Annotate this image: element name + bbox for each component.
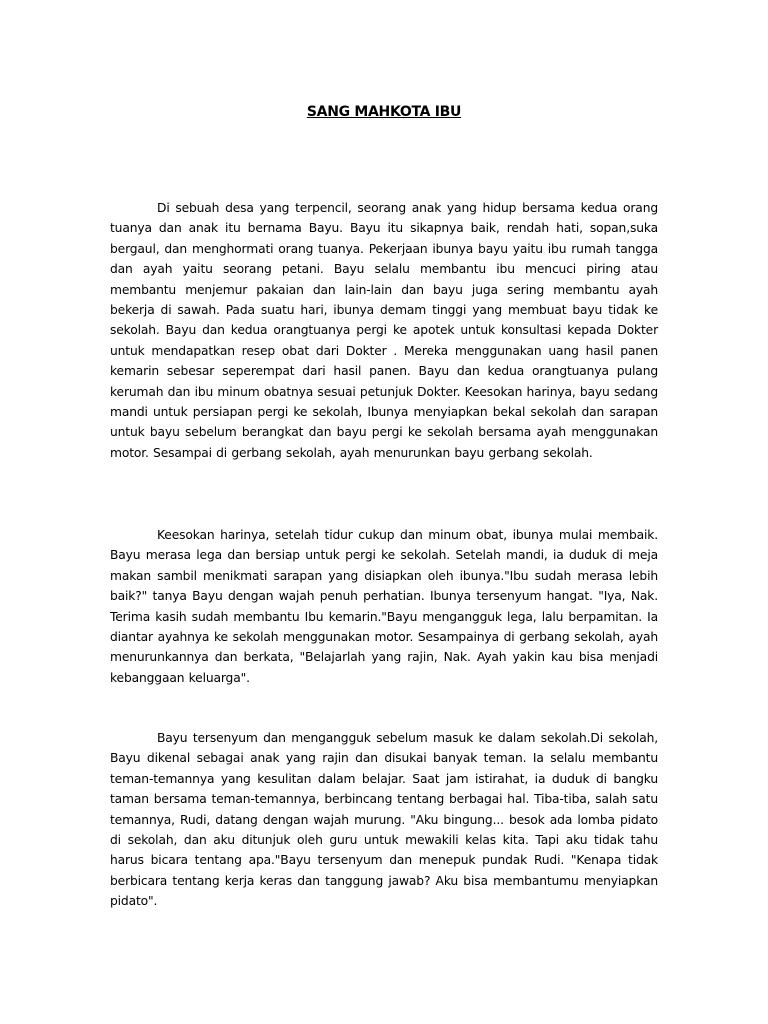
paragraph-3: Bayu tersenyum dan mengangguk sebelum masuk ke dalam sekolah.Di sekolah, Bayu dikenal sebagai anak yang rajin dan disukai banyak teman. Ia selalu membantu teman-temannya yang kesulitan dalam belajar. Saat jam istirahat, ia duduk di bangku taman bersama teman-temannya, berbincang tentang berbagai hal. Tiba-tiba, salah satu temannya, Rudi, datang dengan wajah murung. "Aku bingung... besok ada lomba pidato di sekolah, dan aku ditunjuk oleh guru untuk mewakili kelas kita. Tapi aku tidak tahu harus bicara tentang apa."Bayu tersenyum dan menepuk pundak Rudi. "Kenapa tidak berbicara tentang kerja keras dan tanggung jawab? Aku bisa membantumu menyiapkan pidato".: [110, 731, 658, 909]
document-title: SANG MAHKOTA IBU: [306, 104, 462, 120]
paragraph-1: Di sebuah desa yang terpencil, seorang anak yang hidup bersama kedua orang tuanya dan anak itu bernama Bayu. Bayu itu sikapnya baik, rendah hati, sopan,suka bergaul, dan menghormati orang tuanya. Pekerjaan ibunya bayu yaitu ibu rumah tangga dan ayah yaitu seorang petani. Bayu selalu membantu ibu mencuci piring atau membantu menjemur pakaian dan lain-lain dan bayu juga sering membantu ayah bekerja di sawah. Pada suatu hari, ibunya demam tinggi yang membuat bayu tidak ke sekolah. Bayu dan kedua orangtuanya pergi ke apotek untuk konsultasi kepada Dokter untuk mendapatkan resep obat dari Dokter . Mereka menggunakan uang hasil panen kemarin sebesar seperempat dari hasil panen. Bayu dan kedua orangtuanya pulang kerumah dan ibu minum obatnya sesuai petunjuk Dokter. Keesokan harinya, bayu sedang mandi untuk persiapan pergi ke sekolah, Ibunya menyiapkan bekal sekolah dan sarapan untuk bayu sebelum berangkat dan bayu pergi ke sekolah bersama ayah menggunakan motor. Sesampai di gerbang sekolah, ayah menurunkan bayu gerbang sekolah.: [110, 201, 658, 460]
paragraph-2: Keesokan harinya, setelah tidur cukup dan minum obat, ibunya mulai membaik. Bayu merasa lega dan bersiap untuk pergi ke sekolah. Setelah mandi, ia duduk di meja makan sambil menikmati sarapan yang disiapkan oleh ibunya."Ibu sudah merasa lebih baik?" tanya Bayu dengan wajah penuh perhatian. Ibunya tersenyum hangat. "Iya, Nak. Terima kasih sudah membantu Ibu kemarin."Bayu mengangguk lega, lalu berpamitan. Ia diantar ayahnya ke sekolah menggunakan motor. Sesampainya di gerbang sekolah, ayah menurunkannya dan berkata, "Belajarlah yang rajin, Nak. Ayah yakin kau bisa menjadi kebanggaan keluarga".: [110, 528, 658, 685]
